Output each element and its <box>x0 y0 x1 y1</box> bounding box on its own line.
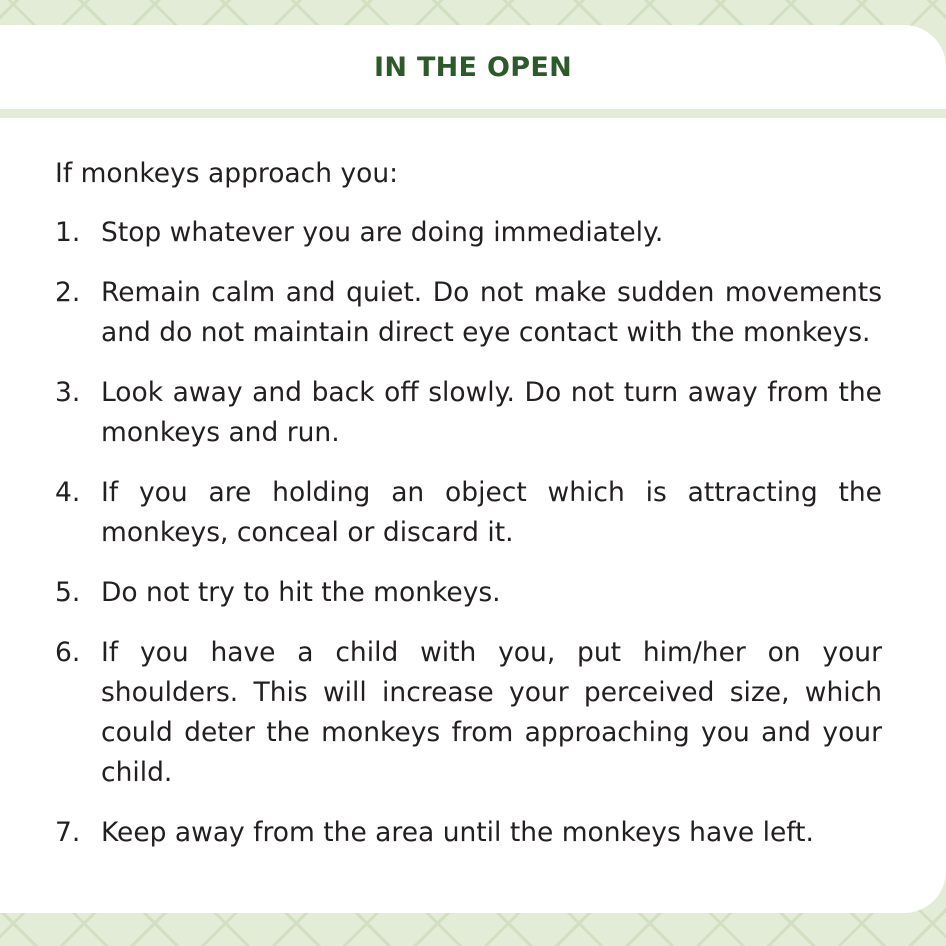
page-title: IN THE OPEN <box>374 51 572 83</box>
header-divider <box>0 109 946 118</box>
step-text: Stop whatever you are doing immediately. <box>101 217 664 248</box>
step-item <box>55 633 882 793</box>
step-number: 5. <box>55 577 81 608</box>
info-card <box>0 25 946 913</box>
step-number: 7. <box>55 817 81 848</box>
step-number: 4. <box>55 477 81 508</box>
card-header <box>0 25 946 109</box>
step-item <box>55 273 882 353</box>
step-item <box>55 473 882 553</box>
step-item <box>55 373 882 453</box>
intro-text: If monkeys approach you: <box>55 158 399 189</box>
step-text: Look away and back off slowly. Do not turn away from the monkeys and run. <box>101 377 882 448</box>
step-item <box>55 813 882 853</box>
step-text: Remain calm and quiet. Do not make sudden movements and do not maintain direct eye contact with the monkeys. <box>101 277 882 348</box>
step-text: Keep away from the area until the monkeys have left. <box>101 817 814 848</box>
step-text: If you have a child with you, put him/her on your shoulders. This will increase your perceived size, which could deter the monkeys from approaching you and your child. <box>101 637 882 788</box>
step-number: 2. <box>55 277 81 308</box>
step-item <box>55 573 882 613</box>
card-content <box>0 118 946 853</box>
step-item <box>55 213 882 253</box>
step-number: 6. <box>55 637 81 668</box>
step-number: 1. <box>55 217 81 248</box>
step-text: Do not try to hit the monkeys. <box>101 577 501 608</box>
step-text: If you are holding an object which is attracting the monkeys, conceal or discard it. <box>101 477 882 548</box>
steps-list <box>55 213 882 853</box>
step-number: 3. <box>55 377 81 408</box>
